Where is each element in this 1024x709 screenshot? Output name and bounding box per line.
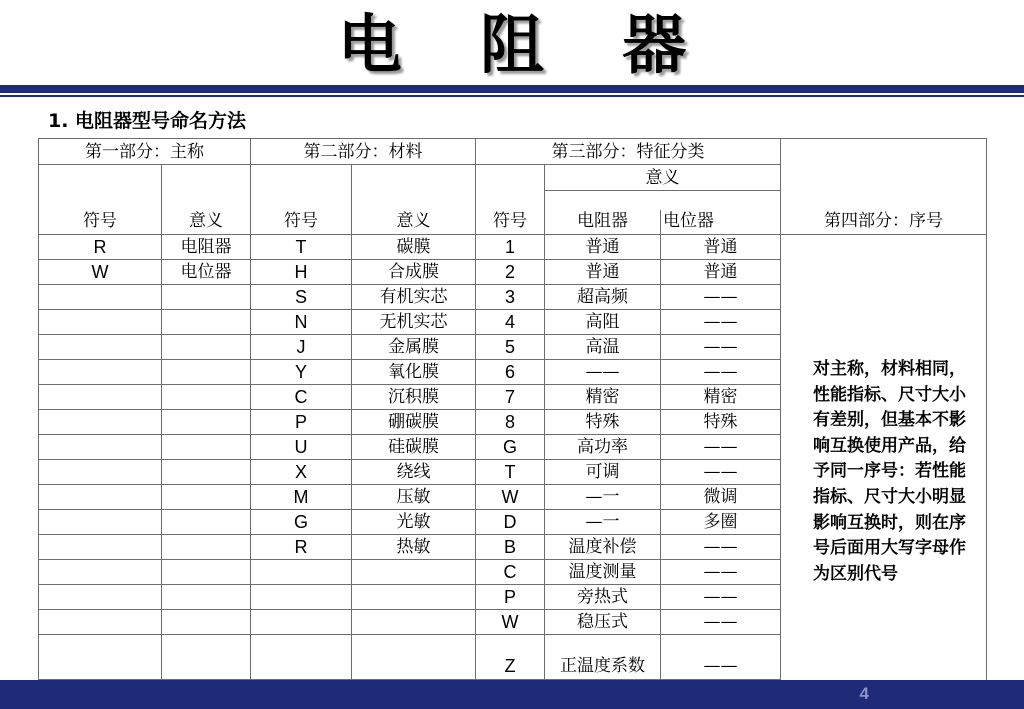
p3-symbol-header: 符号 [476, 165, 545, 235]
p3-potentiometer-cell: —— [661, 460, 781, 485]
p1-meaning-cell [162, 310, 251, 335]
p1-symbol-cell [39, 610, 162, 635]
p2-meaning-cell: 金属膜 [352, 335, 476, 360]
p1-meaning-cell [162, 410, 251, 435]
resistor-naming-table [38, 138, 987, 680]
p3-symbol-cell: 1 [476, 235, 545, 260]
p3-potentiometer-cell: —— [661, 635, 781, 680]
p2-symbol-cell: J [251, 335, 352, 360]
p1-symbol-cell [39, 510, 162, 535]
p2-symbol-cell: Y [251, 360, 352, 385]
p3-potentiometer-header: 电位器 [661, 210, 781, 235]
p1-meaning-cell [162, 435, 251, 460]
p3-resistor-cell: —一 [545, 485, 661, 510]
p3-resistor-cell: 超高频 [545, 285, 661, 310]
p3-resistor-cell: 精密 [545, 385, 661, 410]
p3-symbol-cell: 6 [476, 360, 545, 385]
p2-symbol-cell: X [251, 460, 352, 485]
p1-meaning-cell [162, 335, 251, 360]
section-heading: 1. 电阻器型号命名方法 [48, 110, 247, 132]
p2-symbol-cell: T [251, 235, 352, 260]
p3-resistor-cell: —— [545, 360, 661, 385]
p3-symbol-cell: 8 [476, 410, 545, 435]
p3-resistor-header: 电阻器 [545, 210, 661, 235]
p2-meaning-cell [352, 635, 476, 680]
part2-header: 第二部分：材料 [251, 139, 476, 165]
p3-symbol-cell: W [476, 610, 545, 635]
p3-resistor-cell: 高阻 [545, 310, 661, 335]
p3-resistor-cell: 可调 [545, 460, 661, 485]
p1-symbol-cell [39, 460, 162, 485]
p1-symbol-cell: R [39, 235, 162, 260]
part3-header: 第三部分：特征分类 [476, 139, 781, 165]
p2-symbol-cell [251, 635, 352, 680]
p1-symbol-cell [39, 560, 162, 585]
serial-number-note-text: 对主称，材料相同，性能指标、尺寸大小有差别，但基本不影响互换使用产品，给予同一序号：若性能指标、尺寸大小明显影响互换时，则在序号后面用大写字母作为区别代号 [813, 359, 967, 584]
p1-meaning-cell [162, 285, 251, 310]
p3-symbol-cell: P [476, 585, 545, 610]
p3-resistor-cell: 普通 [545, 260, 661, 285]
slide-title: 电 阻 器 [337, 9, 715, 83]
p1-symbol-header: 符号 [39, 165, 162, 235]
p2-symbol-cell: H [251, 260, 352, 285]
table-row [39, 235, 987, 260]
p3-resistor-cell: 旁热式 [545, 585, 661, 610]
p3-potentiometer-cell: 精密 [661, 385, 781, 410]
p2-meaning-cell [352, 610, 476, 635]
serial-number-note [781, 235, 987, 680]
p3-potentiometer-cell: —— [661, 585, 781, 610]
p3-resistor-cell: 普通 [545, 235, 661, 260]
part4-header: 第四部分：序号 [781, 139, 987, 235]
p2-symbol-cell: P [251, 410, 352, 435]
p3-symbol-cell: 4 [476, 310, 545, 335]
p2-symbol-cell [251, 610, 352, 635]
p3-potentiometer-cell: —— [661, 535, 781, 560]
p3-symbol-cell: 2 [476, 260, 545, 285]
p3-potentiometer-cell: —— [661, 335, 781, 360]
p3-potentiometer-cell: —— [661, 285, 781, 310]
p2-meaning-cell: 有机实芯 [352, 285, 476, 310]
p3-symbol-cell: T [476, 460, 545, 485]
p2-symbol-cell: N [251, 310, 352, 335]
p3-symbol-cell: D [476, 510, 545, 535]
p2-meaning-cell: 光敏 [352, 510, 476, 535]
p1-meaning-cell [162, 360, 251, 385]
p3-resistor-cell: 高温 [545, 335, 661, 360]
p1-symbol-cell [39, 285, 162, 310]
p2-symbol-cell [251, 585, 352, 610]
p2-meaning-cell: 沉积膜 [352, 385, 476, 410]
p2-meaning-cell: 碳膜 [352, 235, 476, 260]
p1-symbol-cell [39, 635, 162, 680]
p2-meaning-cell: 热敏 [352, 535, 476, 560]
p2-symbol-cell: M [251, 485, 352, 510]
p1-symbol-cell [39, 585, 162, 610]
p2-meaning-cell [352, 560, 476, 585]
p2-meaning-cell: 压敏 [352, 485, 476, 510]
p3-symbol-cell: C [476, 560, 545, 585]
p1-meaning-cell [162, 535, 251, 560]
p3-potentiometer-cell: 特殊 [661, 410, 781, 435]
p1-meaning-cell [162, 485, 251, 510]
p1-symbol-cell [39, 485, 162, 510]
p3-symbol-cell: B [476, 535, 545, 560]
p3-symbol-cell: W [476, 485, 545, 510]
p3-symbol-cell: Z [476, 635, 545, 680]
p3-resistor-cell: 温度测量 [545, 560, 661, 585]
p2-symbol-cell: C [251, 385, 352, 410]
p3-resistor-cell: 高功率 [545, 435, 661, 460]
p3-symbol-cell: 7 [476, 385, 545, 410]
p1-meaning-cell: 电位器 [162, 260, 251, 285]
p3-symbol-cell: G [476, 435, 545, 460]
title-underline-rule [0, 95, 1024, 97]
p2-symbol-header: 符号 [251, 165, 352, 235]
p2-meaning-cell: 硼碳膜 [352, 410, 476, 435]
p2-meaning-cell: 合成膜 [352, 260, 476, 285]
p1-symbol-cell: W [39, 260, 162, 285]
p2-symbol-cell: U [251, 435, 352, 460]
p2-meaning-header: 意义 [352, 165, 476, 235]
p3-potentiometer-cell: —— [661, 435, 781, 460]
p1-meaning-cell [162, 510, 251, 535]
p1-symbol-cell [39, 535, 162, 560]
footer-bar [0, 680, 1024, 709]
p2-meaning-cell: 绕线 [352, 460, 476, 485]
p1-meaning-header: 意义 [162, 165, 251, 235]
p3-potentiometer-cell: —— [661, 360, 781, 385]
p3-resistor-cell: 特殊 [545, 410, 661, 435]
p3-meaning-group-header: 意义 [545, 165, 781, 191]
p3-resistor-cell: —一 [545, 510, 661, 535]
p1-symbol-cell [39, 310, 162, 335]
p1-meaning-cell [162, 385, 251, 410]
p1-meaning-cell: 电阻器 [162, 235, 251, 260]
p1-meaning-cell [162, 610, 251, 635]
p3-resistor-cell: 正温度系数 [545, 635, 661, 680]
p1-symbol-cell [39, 410, 162, 435]
part1-header: 第一部分：主称 [39, 139, 251, 165]
p1-symbol-cell [39, 335, 162, 360]
p3-meaning-spacer [545, 191, 781, 211]
p1-meaning-cell [162, 560, 251, 585]
p3-resistor-cell: 稳压式 [545, 610, 661, 635]
p3-symbol-cell: 3 [476, 285, 545, 310]
p2-symbol-cell [251, 560, 352, 585]
p1-symbol-cell [39, 385, 162, 410]
p2-symbol-cell: R [251, 535, 352, 560]
p3-potentiometer-cell: —— [661, 310, 781, 335]
p3-potentiometer-cell: —— [661, 560, 781, 585]
p2-symbol-cell: S [251, 285, 352, 310]
p3-potentiometer-cell: 普通 [661, 260, 781, 285]
page-number: 4 [859, 684, 869, 703]
p1-meaning-cell [162, 585, 251, 610]
p1-symbol-cell [39, 435, 162, 460]
p2-meaning-cell: 氧化膜 [352, 360, 476, 385]
p3-symbol-cell: 5 [476, 335, 545, 360]
title-underline-bar [0, 85, 1024, 93]
p2-symbol-cell: G [251, 510, 352, 535]
p1-meaning-cell [162, 460, 251, 485]
p3-potentiometer-cell: 多圈 [661, 510, 781, 535]
p2-meaning-cell: 无机实芯 [352, 310, 476, 335]
p3-potentiometer-cell: 普通 [661, 235, 781, 260]
p2-meaning-cell [352, 585, 476, 610]
p1-meaning-cell [162, 635, 251, 680]
p3-potentiometer-cell: 微调 [661, 485, 781, 510]
p1-symbol-cell [39, 360, 162, 385]
p2-meaning-cell: 硅碳膜 [352, 435, 476, 460]
p3-potentiometer-cell: —— [661, 610, 781, 635]
p3-resistor-cell: 温度补偿 [545, 535, 661, 560]
